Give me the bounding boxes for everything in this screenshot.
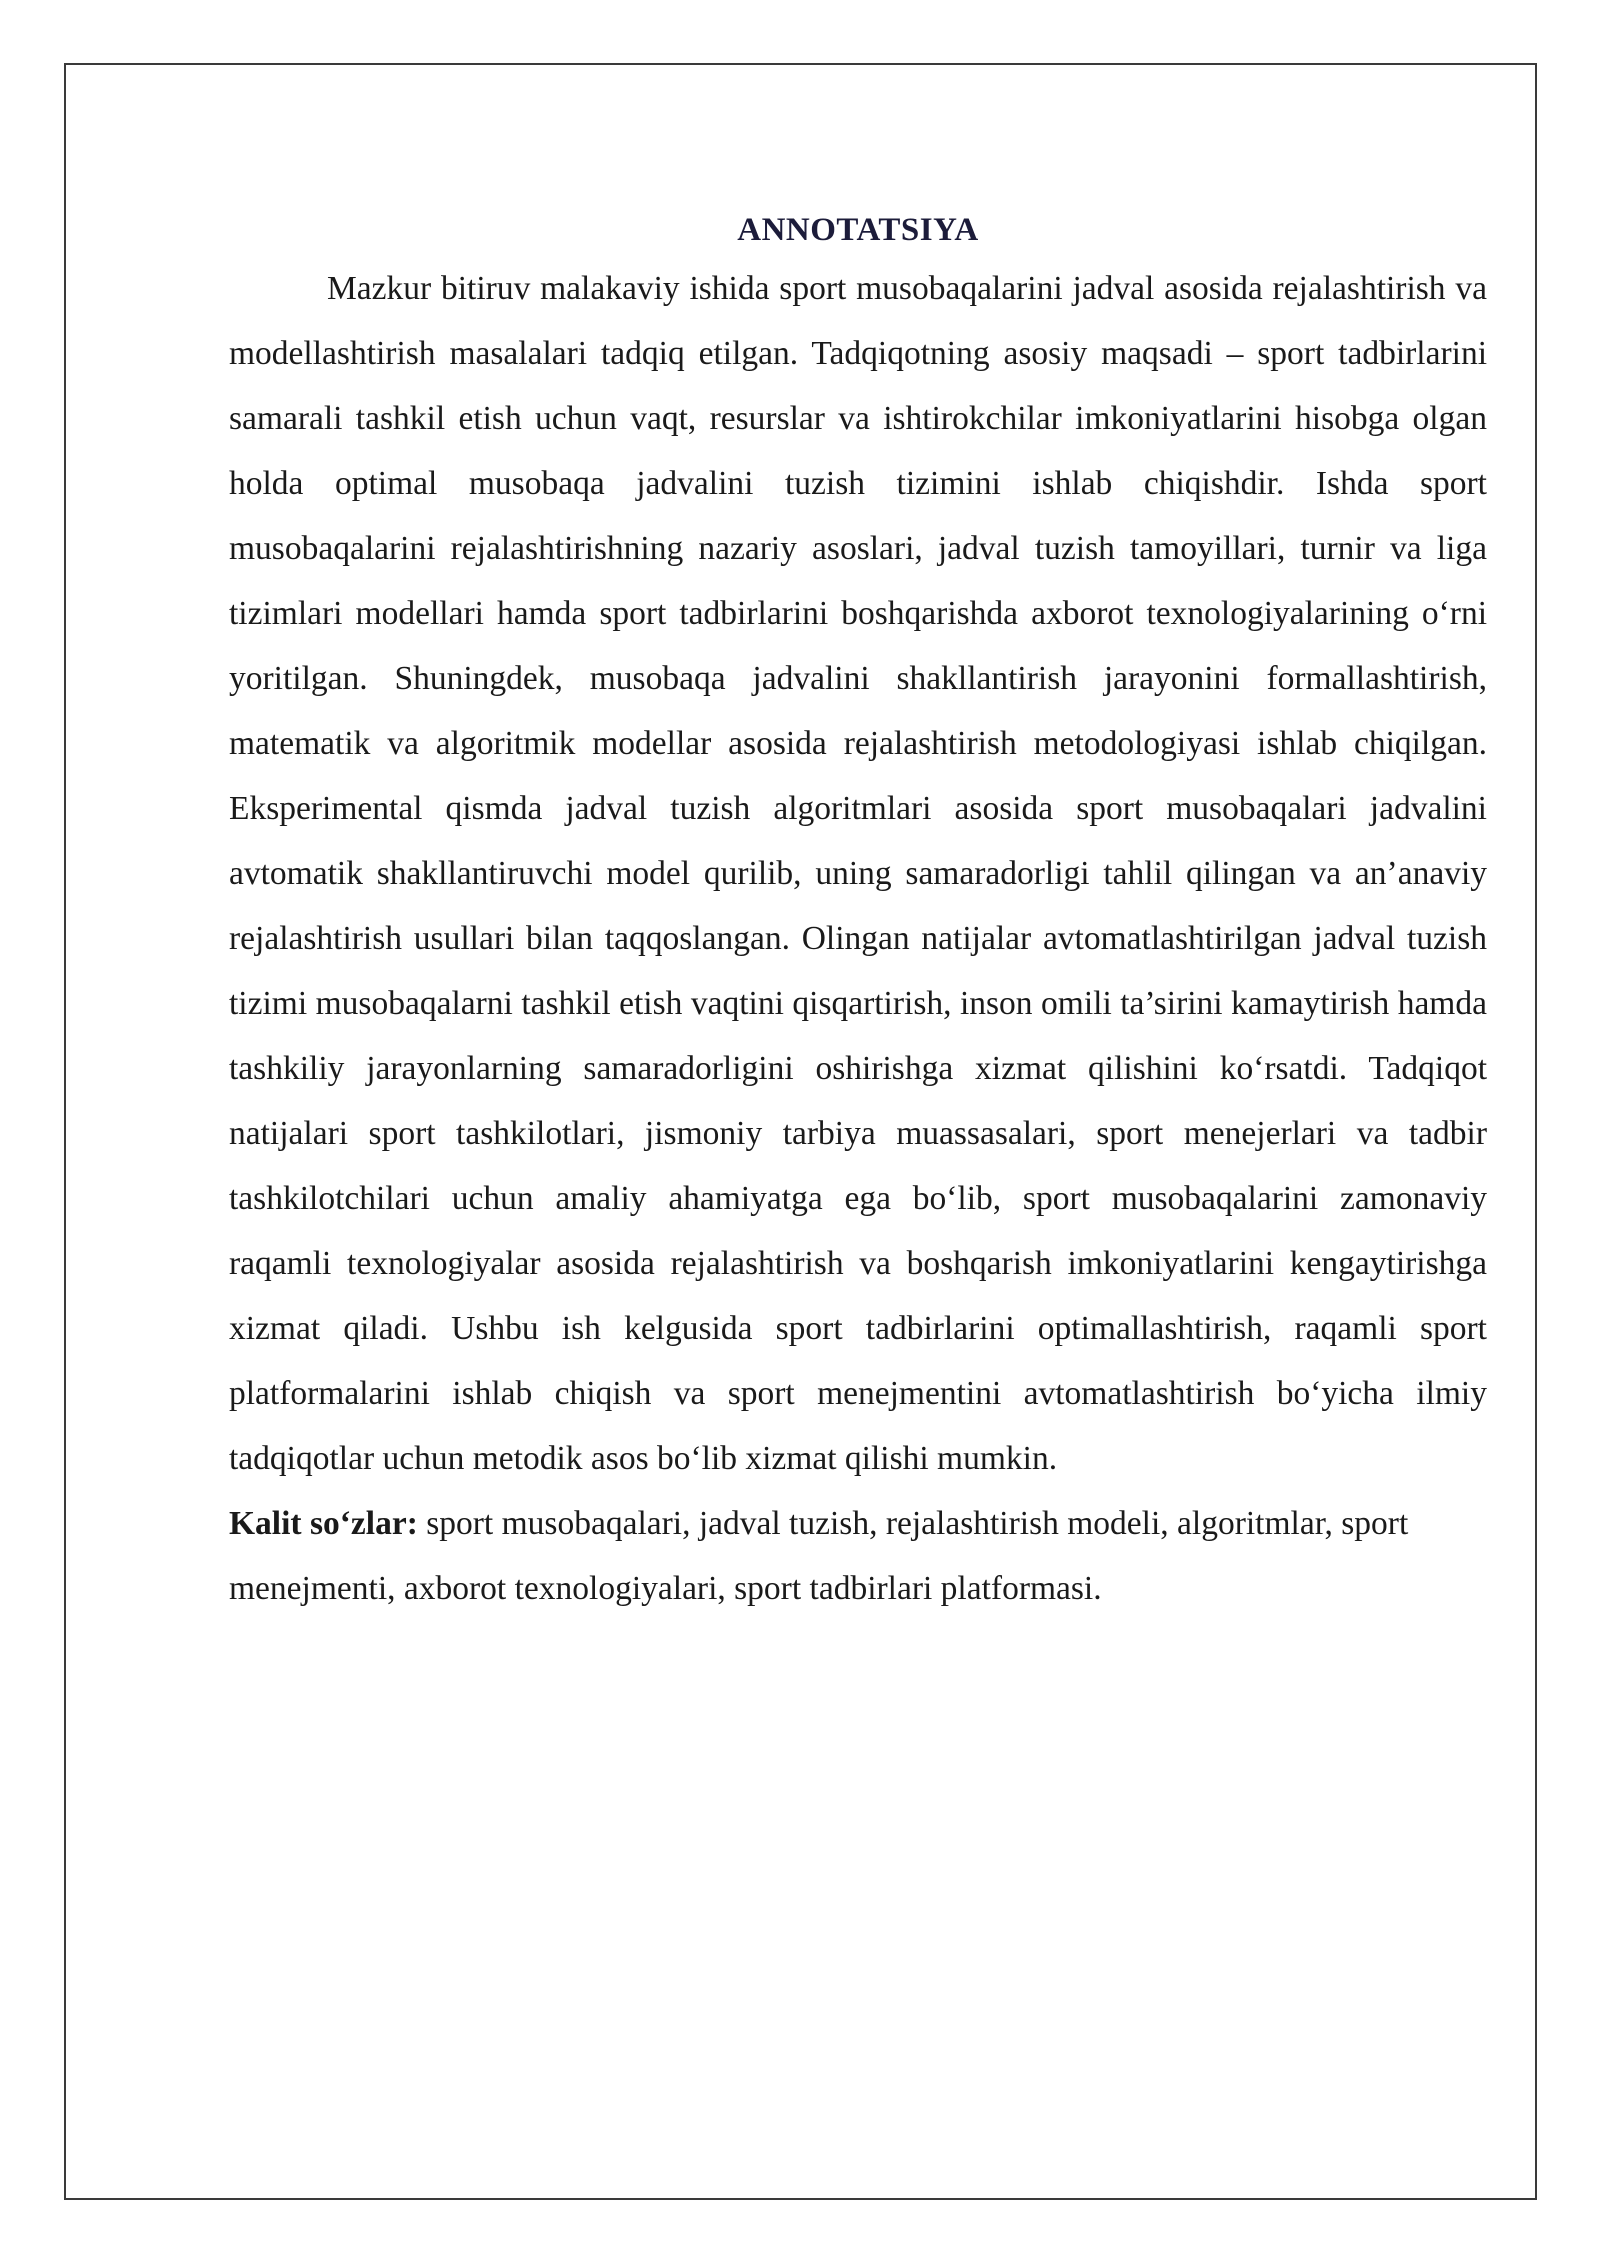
keywords-text: sport musobaqalari, jadval tuzish, rejalashtirish modeli, algoritmlar, sport menejmenti, axborot texnologiyalari, sport tadbirlari platformasi. [229,1505,1409,1607]
document-title: ANNOTATSIYA [737,212,979,248]
abstract-paragraph: Mazkur bitiruv malakaviy ishida sport musobaqalarini jadval asosida rejalashtirish va modellashtirish masalalari tadqiq etilgan. Tadqiqotning asosiy maqsadi – sport tadbirlarini samarali tashkil etish uchun vaqt, resurslar va ishtirokchilar imkoniyatlarini hisobga olgan holda optimal musobaqa jadvalini tuzish tizimini ishlab chiqishdir. Ishda sport musobaqalarini rejalashtirishning nazariy asoslari, jadval tuzish tamoyillari, turnir va liga tizimlari modellari hamda sport tadbirlarini boshqarishda axborot texnologiyalarining o‘rni yoritilgan. Shuningdek, musobaqa jadvalini shakllantirish jarayonini formallashtirish, matematik va algoritmik modellar asosida rejalashtirish metodologiyasi ishlab chiqilgan. Eksperimental qismda jadval tuzish algoritmlari asosida sport musobaqalari jadvalini avtomatik shakllantiruvchi model qurilib, uning samaradorligi tahlil qilingan va an’anaviy rejalashtirish usullari bilan taqqoslangan. Olingan natijalar avtomatlashtirilgan jadval tuzish tizimi musobaqalarni tashkil etish vaqtini qisqartirish, inson omili ta’sirini kamaytirish hamda tashkiliy jarayonlarning samaradorligini oshirishga xizmat qilishini ko‘rsatdi. Tadqiqot natijalari sport tashkilotlari, jismoniy tarbiya muassasalari, sport menejerlari va tadbir tashkilotchilari uchun amaliy ahamiyatga ega bo‘lib, sport musobaqalarini zamonaviy raqamli texnologiyalar asosida rejalashtirish va boshqarish imkoniyatlarini kengaytirishga xizmat qiladi. Ushbu ish kelgusida sport tadbirlarini optimallashtirish, raqamli sport platformalarini ishlab chiqish va sport menejmentini avtomatlashtirish bo‘yicha ilmiy tadqiqotlar uchun metodik asos bo‘lib xizmat qilishi mumkin. [229,270,1487,1477]
document-body [229,204,1487,1621]
keywords-paragraph [229,1491,1487,1621]
keywords-label: Kalit so‘zlar: [229,1505,418,1542]
